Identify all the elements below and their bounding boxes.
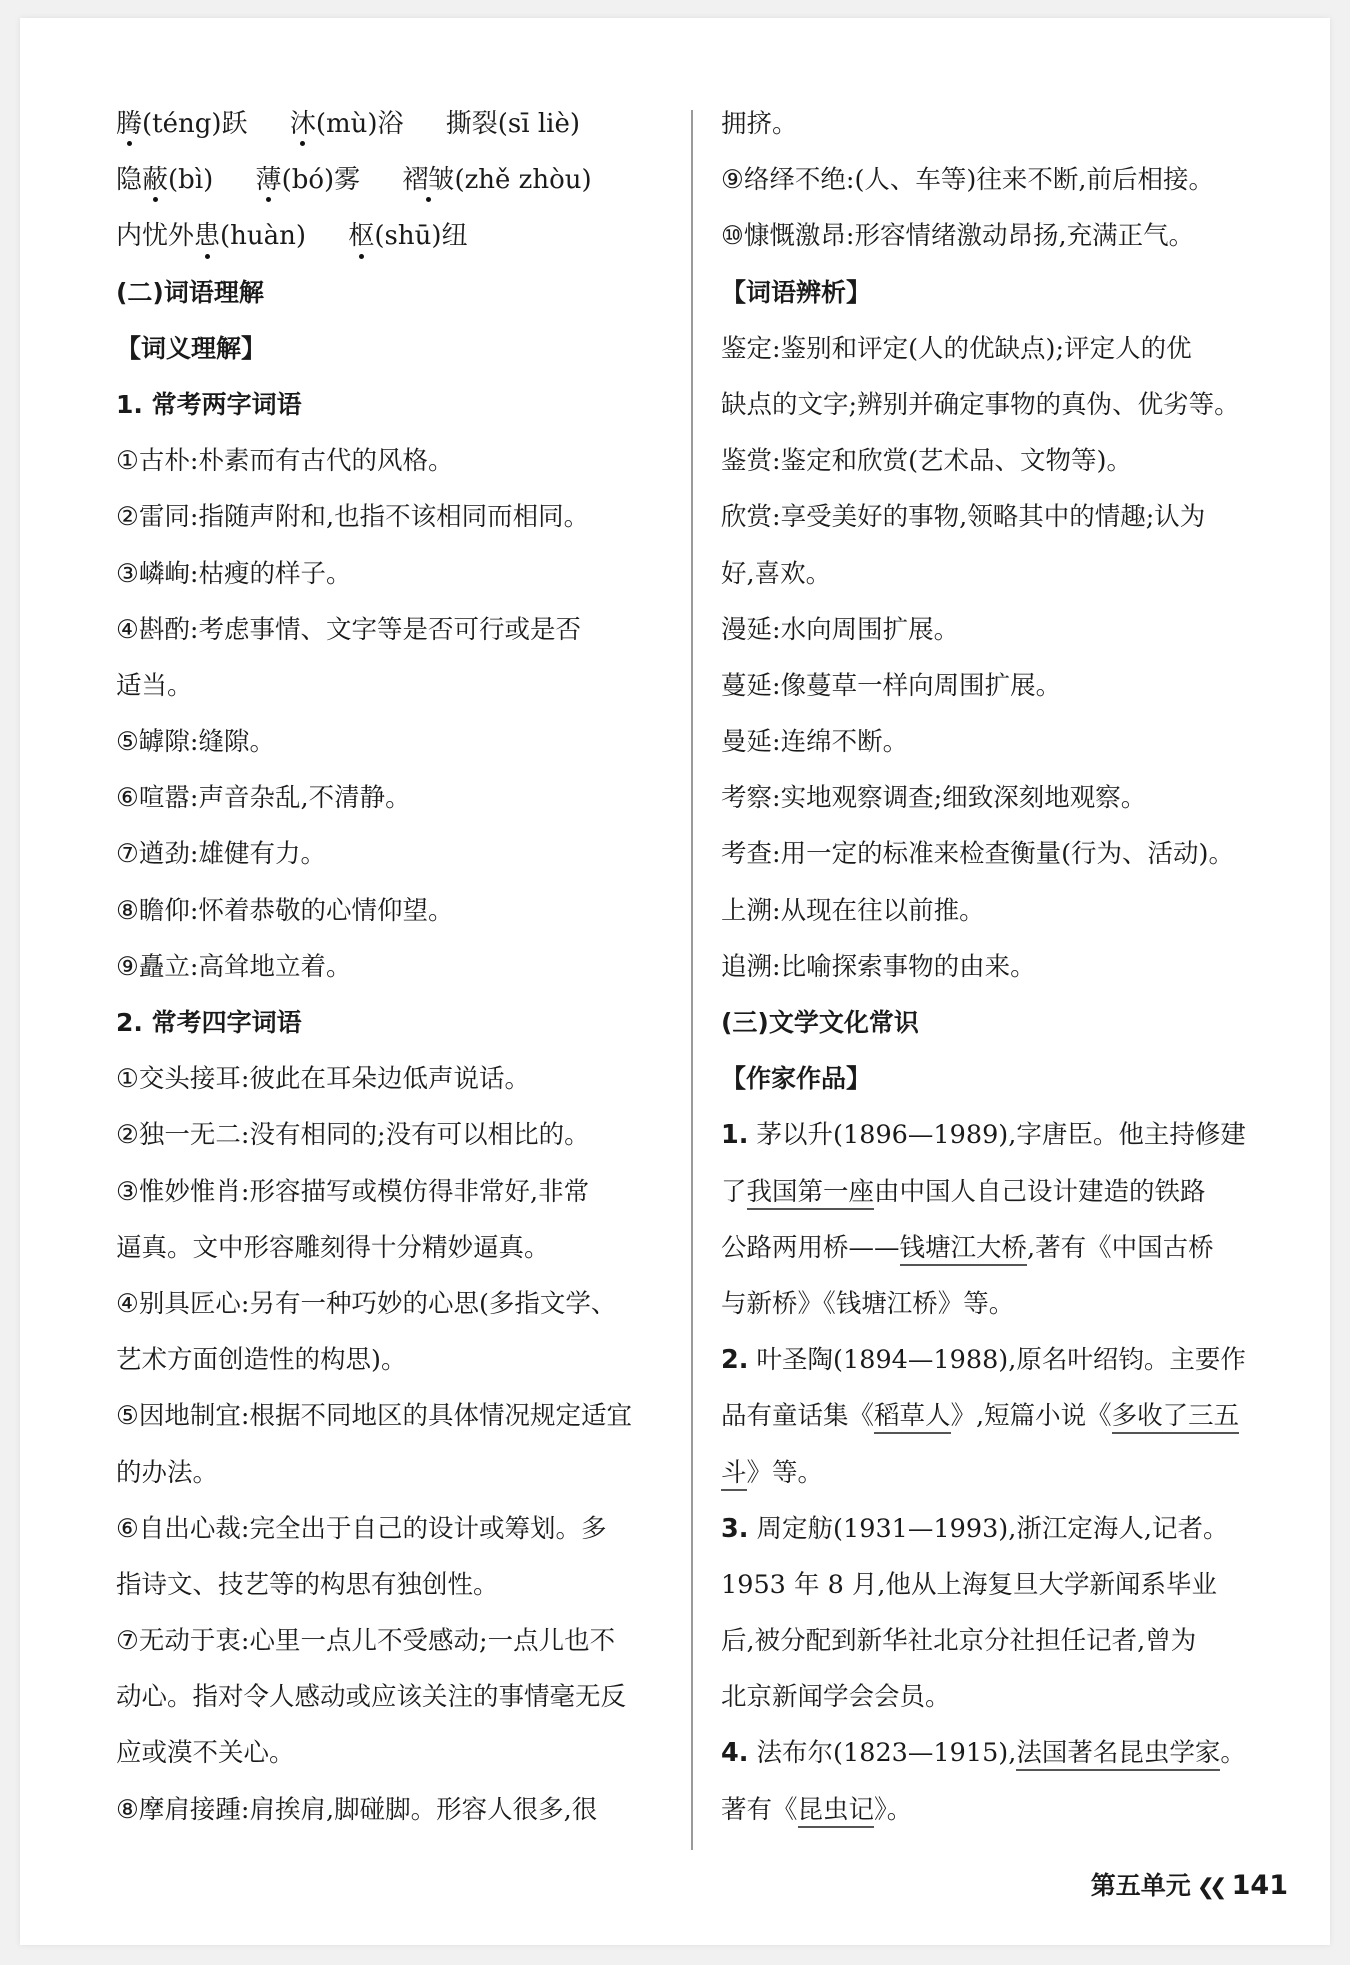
word-entry-line xyxy=(116,939,676,995)
pinyin-pair: 腾(téng)跃 xyxy=(116,109,248,139)
term: 独一无二 xyxy=(138,1120,241,1151)
section-heading-literature: (三)文学文化常识 xyxy=(721,1008,919,1037)
textbook-page xyxy=(20,18,1330,1945)
term: 鉴定 xyxy=(721,333,773,364)
analysis-entry-line xyxy=(721,939,1291,995)
term: 斟酌 xyxy=(138,614,190,645)
term: 交头接耳 xyxy=(138,1064,241,1095)
analysis-entry-line xyxy=(721,770,1291,826)
item-number: ③ xyxy=(116,558,139,589)
emphasis-char: 薄 xyxy=(256,152,282,208)
term: 蔓延 xyxy=(721,670,773,701)
emphasis-char: 蔽 xyxy=(142,152,168,208)
definition: :比喻探索事物的由来。 xyxy=(772,951,1036,982)
page-footer xyxy=(1091,1866,1288,1902)
word-entry-line xyxy=(116,1220,676,1276)
word-entry-line xyxy=(116,1051,676,1107)
item-number: ⑦ xyxy=(116,839,139,870)
term: 矗立 xyxy=(138,951,190,982)
definition: :另有一种巧妙的心思(多指文学、 xyxy=(240,1288,617,1319)
definition: :根据不同地区的具体情况规定适宜 xyxy=(240,1401,632,1432)
definition: 的办法。 xyxy=(116,1457,219,1488)
definition: :水向周围扩展。 xyxy=(772,614,960,645)
definition: :心里一点儿不受感动;一点儿也不 xyxy=(240,1626,616,1657)
item-number: ⑩ xyxy=(721,221,744,252)
definition: :雄健有力。 xyxy=(189,839,326,870)
item-number: ① xyxy=(116,446,139,477)
pinyin-pair: 枢(shū)纽 xyxy=(348,221,467,251)
term: 古朴 xyxy=(138,446,190,477)
term: 无动于衷 xyxy=(138,1626,241,1657)
definition: :形容描写或模仿得非常好,非常 xyxy=(240,1176,590,1207)
word-entry-line xyxy=(116,714,676,770)
author-entry-line: 后,被分配到新华社北京分社担任记者,曾为 xyxy=(721,1626,1197,1657)
term: 雷同 xyxy=(138,502,190,533)
section-heading-vocab: (二)词语理解 xyxy=(116,277,264,307)
word-entry-line xyxy=(116,1725,676,1781)
term: 罅隙 xyxy=(138,727,190,758)
emphasis-char: 患 xyxy=(194,208,220,264)
definition: :从现在往以前推。 xyxy=(772,895,985,926)
word-entry-line xyxy=(116,826,676,882)
two-char-word-list xyxy=(116,433,676,995)
term: 曼延 xyxy=(721,727,773,758)
definition: :考虑事情、文字等是否可行或是否 xyxy=(189,614,581,645)
definition: :声音杂乱,不清静。 xyxy=(189,783,411,814)
item-number: ③ xyxy=(116,1176,139,1207)
item-number: ⑨ xyxy=(721,165,744,196)
word-entry-line xyxy=(116,1613,676,1669)
word-entry-line xyxy=(116,883,676,939)
column-divider xyxy=(691,110,693,1850)
definition: :完全出于自己的设计或筹划。多 xyxy=(240,1513,607,1544)
subsection-heading-analysis: 【词语辨析】 xyxy=(721,277,872,307)
definition: :彼此在耳朵边低声说话。 xyxy=(240,1064,530,1095)
definition: :指随声附和,也指不该相同而相同。 xyxy=(189,502,590,533)
author-entry-line: 公路两用桥——钱塘江大桥,著有《中国古桥 xyxy=(721,1220,1291,1276)
definition: 适当。 xyxy=(116,670,193,701)
author-entry-line: 与新桥》《钱塘江桥》等。 xyxy=(721,1288,1015,1319)
definition: :享受美好的事物,领略其中的情趣;认为 xyxy=(772,502,1206,533)
item-number: ⑤ xyxy=(116,1401,139,1432)
author-entry-line: 斗》等。 xyxy=(721,1445,1291,1501)
definition: 动心。指对令人感动或应该关注的事情毫无反 xyxy=(116,1682,627,1713)
analysis-entry-line xyxy=(721,826,1291,882)
author-entry-line: 3. 周定舫(1931—1993),浙江定海人,记者。 xyxy=(721,1513,1229,1544)
definition: :像蔓草一样向周围扩展。 xyxy=(772,670,1062,701)
word-entry-line xyxy=(116,658,676,714)
term: 摩肩接踵 xyxy=(138,1794,241,1825)
item-number: ② xyxy=(116,502,139,533)
definition: 应或漠不关心。 xyxy=(116,1738,295,1769)
emphasis-char: 沐 xyxy=(290,96,316,152)
word-entry-line xyxy=(116,602,676,658)
continued-word-list xyxy=(721,96,1291,265)
definition: :形容情绪激动昂扬,充满正气。 xyxy=(845,221,1195,252)
term: 喧嚣 xyxy=(138,783,190,814)
definition: :高耸地立着。 xyxy=(189,951,352,982)
term: 考查 xyxy=(721,839,773,870)
word-entry-line xyxy=(116,770,676,826)
word-entry-line xyxy=(116,1445,676,1501)
item-number: ⑧ xyxy=(116,895,139,926)
group-heading-four-char: 2. 常考四字词语 xyxy=(116,1008,302,1037)
author-entry-line: 4. 法布尔(1823—1915),法国著名昆虫学家。 xyxy=(721,1725,1291,1781)
word-entry-line xyxy=(116,1164,676,1220)
analysis-entry-line xyxy=(721,546,1291,602)
term: 惟妙惟肖 xyxy=(138,1176,241,1207)
item-number: ④ xyxy=(116,614,139,645)
definition: :鉴别和评定(人的优缺点);评定人的优 xyxy=(772,333,1192,364)
definition: :怀着恭敬的心情仰望。 xyxy=(189,895,454,926)
definition: :(人、车等)往来不断,前后相接。 xyxy=(845,165,1214,196)
item-number: ⑥ xyxy=(116,1513,139,1544)
item-number: ④ xyxy=(116,1288,139,1319)
definition: :用一定的标准来检查衡量(行为、活动)。 xyxy=(772,839,1235,870)
emphasis-char: 枢 xyxy=(348,208,374,264)
page-number: 141 xyxy=(1231,1870,1288,1901)
term: 瞻仰 xyxy=(138,895,190,926)
definition: 缺点的文字;辨别并确定事物的真伪、优劣等。 xyxy=(721,389,1240,420)
term: 因地制宜 xyxy=(138,1401,241,1432)
definition: 指诗文、技艺等的构思有独创性。 xyxy=(116,1569,499,1600)
item-number: ① xyxy=(116,1064,139,1095)
unit-label: 第五单元 xyxy=(1090,1871,1191,1900)
term: 慷慨激昂 xyxy=(743,221,846,252)
word-entry-line xyxy=(116,1107,676,1163)
analysis-entry-line xyxy=(721,377,1291,433)
pinyin-pair: 薄(bó)雾 xyxy=(256,165,361,195)
term: 络绎不绝 xyxy=(743,165,846,196)
definition: :枯瘦的样子。 xyxy=(189,558,352,589)
word-entry-line xyxy=(116,489,676,545)
term: 别具匠心 xyxy=(138,1288,241,1319)
analysis-entry-line xyxy=(721,489,1291,545)
word-entry-line xyxy=(721,208,1291,264)
item-number: ⑧ xyxy=(116,1794,139,1825)
definition: :肩挨肩,脚碰脚。形容人很多,很 xyxy=(240,1794,598,1825)
author-entry-line: 著有《昆虫记》。 xyxy=(721,1782,1291,1838)
word-entry-line xyxy=(116,433,676,489)
word-entry-line xyxy=(116,1276,676,1332)
item-number: ② xyxy=(116,1120,139,1151)
term: 嶙峋 xyxy=(138,558,190,589)
pinyin-row-1 xyxy=(116,96,676,152)
word-entry-line xyxy=(116,1782,676,1838)
term: 自出心裁 xyxy=(138,1513,241,1544)
term: 遒劲 xyxy=(138,839,190,870)
item-number: ⑥ xyxy=(116,783,139,814)
item-number: ⑦ xyxy=(116,1626,139,1657)
word-entry-line xyxy=(116,1501,676,1557)
term: 欣赏 xyxy=(721,502,773,533)
definition: :连绵不断。 xyxy=(772,727,909,758)
term: 考察 xyxy=(721,783,773,814)
term: 漫延 xyxy=(721,614,773,645)
word-entry-line xyxy=(721,152,1291,208)
term: 鉴赏 xyxy=(721,446,773,477)
analysis-entry-line xyxy=(721,714,1291,770)
item-number: ⑤ xyxy=(116,727,139,758)
definition: 逼真。文中形容雕刻得十分精妙逼真。 xyxy=(116,1232,550,1263)
four-char-word-list xyxy=(116,1051,676,1838)
word-entry-line xyxy=(116,546,676,602)
author-entry-line: 2. 叶圣陶(1894—1988),原名叶绍钧。主要作 xyxy=(721,1345,1246,1376)
definition: :没有相同的;没有可以相比的。 xyxy=(240,1120,590,1151)
definition: 拥挤。 xyxy=(721,109,798,139)
word-entry-line xyxy=(721,96,1291,152)
emphasis-char: 褶皱 xyxy=(402,152,454,208)
pinyin-row-3 xyxy=(116,208,676,264)
author-entry-line: 了我国第一座由中国人自己设计建造的铁路 xyxy=(721,1164,1291,1220)
subsection-heading-authors: 【作家作品】 xyxy=(721,1064,872,1094)
pinyin-pair: 撕裂(sī liè) xyxy=(445,109,580,139)
author-entry-line: 北京新闻学会会员。 xyxy=(721,1682,951,1713)
pinyin-pair: 沐(mù)浴 xyxy=(290,109,404,139)
pinyin-pair: 隐蔽(bì) xyxy=(116,165,213,195)
pinyin-row-2 xyxy=(116,152,676,208)
analysis-entry-line xyxy=(721,883,1291,939)
term: 上溯 xyxy=(721,895,773,926)
definition: :朴素而有古代的风格。 xyxy=(189,446,454,477)
definition: 好,喜欢。 xyxy=(721,558,832,589)
item-number: ⑨ xyxy=(116,951,139,982)
left-column xyxy=(116,96,676,1838)
word-entry-line xyxy=(116,1557,676,1613)
analysis-entry-line xyxy=(721,321,1291,377)
term: 追溯 xyxy=(721,951,773,982)
emphasis-char: 腾 xyxy=(116,96,142,152)
pinyin-pair: 褶皱(zhě zhòu) xyxy=(402,165,591,195)
subsection-heading-meaning: 【词义理解】 xyxy=(116,333,267,363)
word-analysis-list xyxy=(721,321,1291,995)
pinyin-pair: 内忧外患(huàn) xyxy=(116,221,306,251)
analysis-entry-line xyxy=(721,602,1291,658)
analysis-entry-line xyxy=(721,658,1291,714)
word-entry-line xyxy=(116,1669,676,1725)
author-entry-line: 1953 年 8 月,他从上海复旦大学新闻系毕业 xyxy=(721,1569,1218,1600)
group-heading-two-char: 1. 常考两字词语 xyxy=(116,389,302,419)
analysis-entry-line xyxy=(721,433,1291,489)
definition: :缝隙。 xyxy=(189,727,275,758)
author-entry-line: 1. 茅以升(1896—1989),字唐臣。他主持修建 xyxy=(721,1120,1246,1151)
author-entry-line: 品有童话集《稻草人》,短篇小说《多收了三五 xyxy=(721,1388,1291,1444)
definition: :实地观察调查;细致深刻地观察。 xyxy=(772,783,1147,814)
word-entry-line xyxy=(116,1332,676,1388)
definition: :鉴定和欣赏(艺术品、文物等)。 xyxy=(772,446,1133,477)
definition: 艺术方面创造性的构思)。 xyxy=(116,1345,407,1376)
right-column xyxy=(721,96,1291,1838)
word-entry-line xyxy=(116,1388,676,1444)
double-chevron-left-icon: ❮❮ xyxy=(1196,1875,1222,1900)
